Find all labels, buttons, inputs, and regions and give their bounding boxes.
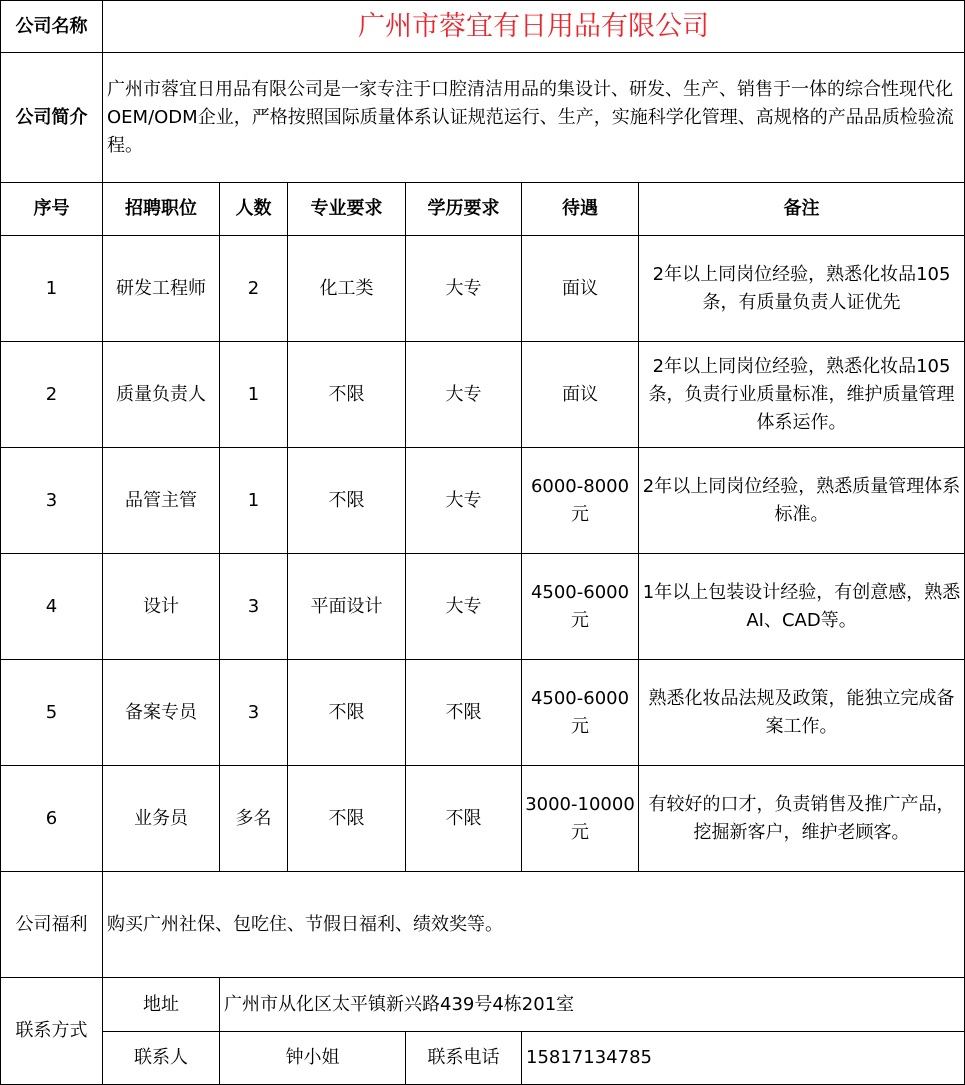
header-position: 招聘职位	[103, 183, 220, 236]
address-value: 广州市从化区太平镇新兴路439号4栋201室	[220, 978, 965, 1032]
contact-person-row	[1, 1032, 965, 1085]
table-row	[1, 342, 965, 448]
row-position: 品管主管	[103, 448, 220, 554]
row-position: 备案专员	[103, 660, 220, 766]
row-count: 多名	[220, 766, 288, 872]
company-name-label: 公司名称	[1, 1, 103, 53]
header-note: 备注	[639, 183, 965, 236]
benefits-text: 购买广州社保、包吃住、节假日福利、绩效奖等。	[103, 872, 965, 978]
row-education: 不限	[406, 766, 522, 872]
header-pay: 待遇	[522, 183, 639, 236]
table-row	[1, 660, 965, 766]
row-count: 3	[220, 660, 288, 766]
table-row	[1, 554, 965, 660]
table-row	[1, 236, 965, 342]
row-pay: 4500-6000元	[522, 660, 639, 766]
row-position: 研发工程师	[103, 236, 220, 342]
row-no: 5	[1, 660, 103, 766]
row-count: 2	[220, 236, 288, 342]
company-name: 广州市蓉宜有日用品有限公司	[103, 1, 965, 53]
table-header-row	[1, 183, 965, 236]
benefits-row	[1, 872, 965, 978]
row-education: 大专	[406, 236, 522, 342]
row-note: 2年以上同岗位经验，熟悉化妆品105条，负责行业质量标准，维护质量管理体系运作。	[639, 342, 965, 448]
row-education: 大专	[406, 554, 522, 660]
benefits-label: 公司福利	[1, 872, 103, 978]
row-education: 不限	[406, 660, 522, 766]
row-position: 质量负责人	[103, 342, 220, 448]
table-row	[1, 766, 965, 872]
header-major: 专业要求	[288, 183, 406, 236]
phone-label: 联系电话	[406, 1032, 522, 1085]
row-note: 有较好的口才，负责销售及推广产品，挖掘新客户，维护老顾客。	[639, 766, 965, 872]
row-count: 1	[220, 342, 288, 448]
row-major: 不限	[288, 342, 406, 448]
row-no: 3	[1, 448, 103, 554]
row-count: 3	[220, 554, 288, 660]
address-label: 地址	[103, 978, 220, 1032]
company-name-row	[1, 1, 965, 53]
row-note: 熟悉化妆品法规及政策，能独立完成备案工作。	[639, 660, 965, 766]
row-major: 不限	[288, 766, 406, 872]
row-pay: 4500-6000元	[522, 554, 639, 660]
phone-value: 15817134785	[522, 1032, 965, 1085]
row-no: 2	[1, 342, 103, 448]
row-pay: 6000-8000元	[522, 448, 639, 554]
address-row	[1, 978, 965, 1032]
row-no: 1	[1, 236, 103, 342]
row-position: 设计	[103, 554, 220, 660]
header-count: 人数	[220, 183, 288, 236]
row-note: 2年以上同岗位经验，熟悉质量管理体系标准。	[639, 448, 965, 554]
row-major: 不限	[288, 448, 406, 554]
row-no: 4	[1, 554, 103, 660]
row-education: 大专	[406, 342, 522, 448]
header-no: 序号	[1, 183, 103, 236]
row-position: 业务员	[103, 766, 220, 872]
table-row	[1, 448, 965, 554]
row-no: 6	[1, 766, 103, 872]
row-major: 不限	[288, 660, 406, 766]
row-education: 大专	[406, 448, 522, 554]
header-education: 学历要求	[406, 183, 522, 236]
row-pay: 面议	[522, 342, 639, 448]
row-note: 2年以上同岗位经验，熟悉化妆品105条，有质量负责人证优先	[639, 236, 965, 342]
row-major: 平面设计	[288, 554, 406, 660]
company-intro-row	[1, 53, 965, 183]
row-count: 1	[220, 448, 288, 554]
row-pay: 3000-10000元	[522, 766, 639, 872]
contact-person-label: 联系人	[103, 1032, 220, 1085]
row-major: 化工类	[288, 236, 406, 342]
company-intro-text: 广州市蓉宜日用品有限公司是一家专注于口腔清洁用品的集设计、研发、生产、销售于一体的综合性现代化OEM/ODM企业，严格按照国际质量体系认证规范运行、生产，实施科学化管理、高规格的产品品质检验流程。	[103, 53, 965, 183]
row-note: 1年以上包装设计经验，有创意感，熟悉AI、CAD等。	[639, 554, 965, 660]
company-intro-label: 公司简介	[1, 53, 103, 183]
row-pay: 面议	[522, 236, 639, 342]
contact-person-value: 钟小姐	[220, 1032, 406, 1085]
contact-label: 联系方式	[1, 978, 103, 1085]
